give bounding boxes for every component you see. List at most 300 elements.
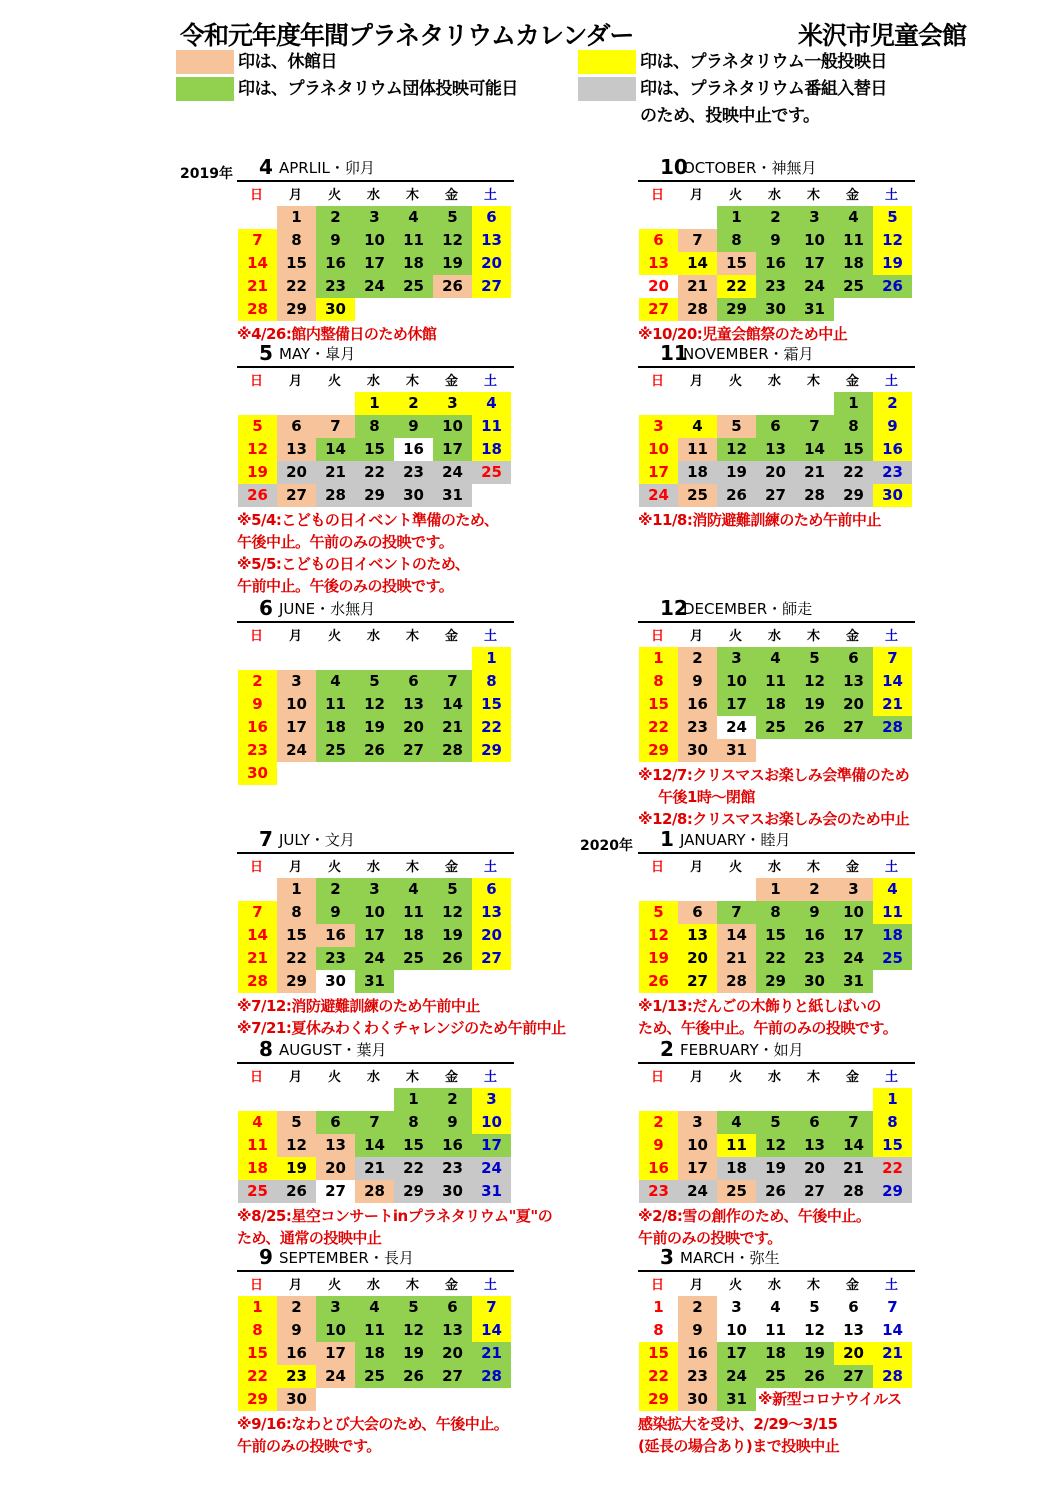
day-cell: 23	[639, 1180, 678, 1203]
day-cell: 14	[678, 252, 717, 275]
day-cell: 2	[238, 670, 277, 693]
month-note: ※12/7:クリスマスお楽しみ会準備のため	[638, 766, 910, 784]
day-cell: 16	[873, 438, 912, 461]
month-name: MAY・皐月	[279, 345, 356, 363]
day-cell: 11	[238, 1134, 277, 1157]
day-cell: 14	[882, 1321, 903, 1339]
day-cell: 4	[770, 1298, 781, 1316]
month-name: MARCH・弥生	[680, 1249, 780, 1267]
weekday-header: 木	[806, 1070, 820, 1085]
day-cell: 7	[873, 647, 912, 670]
day-cell: 18	[394, 924, 433, 947]
day-cell: 30	[756, 298, 795, 321]
weekday-header: 月	[689, 629, 703, 644]
legend-text-group: 印は、プラネタリウム団体投映可能日	[238, 79, 518, 99]
month-header	[638, 1245, 915, 1272]
weekday-header: 土	[884, 374, 898, 389]
weekday-header: 月	[689, 1070, 703, 1085]
weekday-header: 水	[366, 188, 380, 203]
day-cell: 24	[726, 718, 747, 736]
day-cell: 28	[355, 1180, 394, 1203]
day-cell: 31	[472, 1180, 511, 1203]
day-cell: 16	[238, 716, 277, 739]
day-cell: 13	[834, 670, 873, 693]
day-cell: 15	[277, 252, 316, 275]
day-cell: 26	[639, 970, 678, 993]
day-cell: 14	[795, 438, 834, 461]
day-cell: 26	[873, 275, 912, 298]
day-cell: 25	[678, 484, 717, 507]
day-cell: 9	[678, 670, 717, 693]
day-cell: 4	[717, 1111, 756, 1134]
day-cell: 14	[717, 924, 756, 947]
day-cell: 23	[394, 461, 433, 484]
month-note: ※7/12:消防避難訓練のため午前中止	[237, 997, 480, 1015]
day-cell: 17	[717, 1342, 756, 1365]
day-cell: 8	[394, 1111, 433, 1134]
weekday-header: 金	[444, 1070, 458, 1085]
day-cell: 23	[316, 947, 355, 970]
month-header	[638, 155, 915, 182]
day-cell: 12	[277, 1134, 316, 1157]
day-cell: 27	[834, 716, 873, 739]
year-label-2020: 2020年	[580, 838, 633, 854]
day-cell: 3	[731, 1298, 742, 1316]
month-note: (延長の場合あり)まで投映中止	[638, 1437, 840, 1455]
day-cell: 18	[472, 438, 511, 461]
weekday-header: 水	[767, 629, 781, 644]
day-cell: 13	[756, 438, 795, 461]
day-cell: 30	[277, 1388, 316, 1411]
weekday-header: 月	[689, 374, 703, 389]
legend-swatch-closed	[176, 50, 234, 74]
weekday-header: 日	[650, 188, 664, 203]
day-cell: 22	[238, 1365, 277, 1388]
day-cell: 29	[394, 1180, 433, 1203]
day-cell: 5	[873, 206, 912, 229]
day-cell: 12	[394, 1319, 433, 1342]
weekday-header: 水	[366, 374, 380, 389]
weekday-header: 水	[366, 1070, 380, 1085]
day-cell: 17	[472, 1134, 511, 1157]
day-cell: 23	[277, 1365, 316, 1388]
weekday-header: 日	[650, 629, 664, 644]
legend-swatch-general	[578, 50, 636, 74]
month-note: ※1/13:だんごの木飾りと紙しばいの	[638, 997, 881, 1015]
day-cell: 2	[277, 1296, 316, 1319]
weekday-header: 木	[405, 860, 419, 875]
weekday-header: 金	[845, 374, 859, 389]
day-cell: 11	[316, 693, 355, 716]
month-number: 6	[259, 596, 273, 620]
day-cell: 13	[433, 1319, 472, 1342]
day-cell: 28	[238, 970, 277, 993]
day-cell: 5	[795, 647, 834, 670]
day-cell: 24	[355, 275, 394, 298]
day-cell: 8	[238, 1319, 277, 1342]
day-cell: 19	[433, 924, 472, 947]
page-title: 令和元年度年間プラネタリウムカレンダー	[180, 21, 634, 50]
day-cell: 13	[472, 901, 511, 924]
day-cell: 1	[277, 206, 316, 229]
weekday-header: 日	[249, 629, 263, 644]
weekday-header: 木	[405, 188, 419, 203]
day-cell: 3	[355, 206, 394, 229]
day-cell: 10	[316, 1319, 355, 1342]
weekday-header: 金	[845, 860, 859, 875]
day-cell: 24	[355, 947, 394, 970]
day-cell: 23	[795, 947, 834, 970]
month-name: JULY・文月	[279, 831, 355, 849]
day-cell: 15	[277, 924, 316, 947]
day-cell: 16	[316, 924, 355, 947]
day-cell: 6	[756, 415, 795, 438]
day-cell: 2	[795, 878, 834, 901]
day-cell: 16	[277, 1342, 316, 1365]
day-cell: 11	[394, 901, 433, 924]
day-cell: 19	[277, 1157, 316, 1180]
day-cell: 18	[394, 252, 433, 275]
weekday-header: 月	[689, 860, 703, 875]
day-cell: 19	[756, 1157, 795, 1180]
month-name: FEBRUARY・如月	[680, 1041, 804, 1059]
month-number: 8	[259, 1037, 273, 1061]
day-cell: 5	[756, 1111, 795, 1134]
day-cell: 10	[355, 229, 394, 252]
month-note: ※5/4:こどもの日イベント準備のため、	[237, 511, 499, 529]
day-cell: 7	[355, 1111, 394, 1134]
day-cell: 11	[873, 901, 912, 924]
weekday-header: 木	[806, 374, 820, 389]
day-cell: 31	[717, 1388, 756, 1411]
day-cell: 26	[433, 947, 472, 970]
day-cell: 21	[795, 461, 834, 484]
weekday-header: 火	[728, 188, 742, 203]
day-cell: 28	[834, 1180, 873, 1203]
day-cell: 4	[238, 1111, 277, 1134]
day-cell: 22	[717, 275, 756, 298]
weekday-header: 月	[689, 1278, 703, 1293]
day-cell: 18	[834, 252, 873, 275]
day-cell: 18	[678, 461, 717, 484]
weekday-header: 木	[806, 629, 820, 644]
weekday-header: 月	[288, 374, 302, 389]
day-cell: 16	[678, 693, 717, 716]
day-cell: 10	[678, 1134, 717, 1157]
weekday-header: 月	[288, 188, 302, 203]
month-name: NOVEMBER・霜月	[683, 345, 814, 363]
weekday-header: 水	[767, 188, 781, 203]
weekday-header: 火	[327, 188, 341, 203]
day-cell: 8	[277, 229, 316, 252]
day-cell: 12	[804, 1321, 825, 1339]
day-cell: 9	[316, 229, 355, 252]
day-cell: 15	[639, 693, 678, 716]
month-note: 午前のみの投映です。	[237, 1437, 381, 1455]
day-cell: 21	[238, 275, 277, 298]
day-cell: 15	[756, 924, 795, 947]
weekday-header: 木	[806, 860, 820, 875]
day-cell: 3	[834, 878, 873, 901]
day-cell: 13	[678, 924, 717, 947]
day-cell: 6	[639, 229, 678, 252]
day-cell: 20	[678, 947, 717, 970]
organization-name: 米沢市児童会館	[798, 21, 967, 50]
month-header	[638, 827, 915, 854]
month-note: 午後中止。午前のみの投映です。	[237, 533, 454, 551]
day-cell: 30	[795, 970, 834, 993]
day-cell: 6	[678, 901, 717, 924]
legend-swatch-program-change	[578, 77, 636, 101]
day-cell: 6	[472, 878, 511, 901]
day-cell: 13	[843, 1321, 864, 1339]
month-number: 5	[259, 341, 273, 365]
day-cell: 22	[277, 275, 316, 298]
day-cell: 25	[873, 947, 912, 970]
day-cell: 1	[653, 1298, 664, 1316]
weekday-header: 火	[327, 1278, 341, 1293]
day-cell: 17	[355, 924, 394, 947]
day-cell: 18	[873, 924, 912, 947]
day-cell: 2	[639, 1111, 678, 1134]
weekday-header: 金	[845, 1278, 859, 1293]
day-cell: 28	[472, 1365, 511, 1388]
legend-text-program-change-2: のため、投映中止です。	[640, 106, 820, 126]
day-cell: 3	[433, 392, 472, 415]
day-cell: 22	[834, 461, 873, 484]
day-cell: 18	[316, 716, 355, 739]
day-cell: 14	[355, 1134, 394, 1157]
day-cell: 9	[639, 1134, 678, 1157]
day-cell: 29	[277, 298, 316, 321]
day-cell: 19	[433, 252, 472, 275]
day-cell: 2	[433, 1088, 472, 1111]
day-cell: 12	[717, 438, 756, 461]
weekday-header: 木	[405, 629, 419, 644]
day-cell: 23	[873, 461, 912, 484]
day-cell: 2	[873, 392, 912, 415]
day-cell: 25	[394, 947, 433, 970]
day-cell: 10	[472, 1111, 511, 1134]
day-cell: 7	[717, 901, 756, 924]
day-cell: 4	[873, 878, 912, 901]
day-cell: 21	[678, 275, 717, 298]
day-cell: 2	[316, 206, 355, 229]
day-cell: 24	[316, 1365, 355, 1388]
day-cell: 15	[355, 438, 394, 461]
day-cell: 27	[472, 275, 511, 298]
day-cell: 30	[238, 762, 277, 785]
day-cell: 30	[316, 298, 355, 321]
day-cell: 17	[639, 461, 678, 484]
weekday-header: 日	[249, 188, 263, 203]
day-cell: 12	[873, 229, 912, 252]
day-cell: 4	[472, 392, 511, 415]
weekday-header: 水	[767, 1070, 781, 1085]
day-cell: 17	[834, 924, 873, 947]
day-cell: 25	[355, 1365, 394, 1388]
weekday-header: 土	[483, 374, 497, 389]
day-cell: 3	[795, 206, 834, 229]
day-cell: 20	[316, 1157, 355, 1180]
day-cell: 25	[394, 275, 433, 298]
day-cell: 11	[765, 1321, 786, 1339]
day-cell: 14	[834, 1134, 873, 1157]
day-cell: 19	[639, 947, 678, 970]
day-cell: 9	[394, 415, 433, 438]
day-cell: 4	[316, 670, 355, 693]
day-cell: 18	[756, 1342, 795, 1365]
day-cell: 8	[873, 1111, 912, 1134]
day-cell: 21	[355, 1157, 394, 1180]
month-number: 4	[259, 155, 273, 179]
day-cell: 10	[834, 901, 873, 924]
month-note: ※10/20:児童会館祭のため中止	[638, 325, 848, 343]
day-cell: 20	[756, 461, 795, 484]
day-cell: 16	[316, 252, 355, 275]
day-cell: 16	[678, 1342, 717, 1365]
month-note: ※12/8:クリスマスお楽しみ会のため中止	[638, 810, 910, 828]
day-cell: 24	[717, 1365, 756, 1388]
day-cell: 18	[355, 1342, 394, 1365]
day-cell: 18	[756, 693, 795, 716]
day-cell: 31	[355, 970, 394, 993]
day-cell: 22	[639, 1365, 678, 1388]
weekday-header: 日	[650, 1278, 664, 1293]
month-note: 午前中止。午後のみの投映です。	[237, 577, 454, 595]
day-cell: 17	[355, 252, 394, 275]
day-cell: 4	[355, 1296, 394, 1319]
day-cell: 2	[316, 878, 355, 901]
day-cell: 14	[316, 438, 355, 461]
day-cell: 13	[394, 693, 433, 716]
day-cell: 10	[717, 670, 756, 693]
day-cell: 9	[433, 1111, 472, 1134]
day-cell: 5	[355, 670, 394, 693]
day-cell: 26	[277, 1180, 316, 1203]
day-cell: 20	[834, 1342, 873, 1365]
day-cell: 30	[678, 1388, 717, 1411]
weekday-header: 金	[444, 1278, 458, 1293]
weekday-header: 水	[366, 1278, 380, 1293]
day-cell: 27	[433, 1365, 472, 1388]
month-header	[237, 596, 514, 623]
day-cell: 22	[873, 1157, 912, 1180]
day-cell: 3	[355, 878, 394, 901]
day-cell: 5	[394, 1296, 433, 1319]
day-cell: 6	[316, 1111, 355, 1134]
month-number: 3	[660, 1245, 674, 1269]
day-cell: 28	[238, 298, 277, 321]
day-cell: 29	[873, 1180, 912, 1203]
weekday-header: 火	[327, 1070, 341, 1085]
day-cell: 24	[472, 1157, 511, 1180]
weekday-header: 火	[327, 629, 341, 644]
day-cell: 25	[316, 739, 355, 762]
day-cell: 17	[678, 1157, 717, 1180]
day-cell: 8	[653, 1321, 664, 1339]
day-cell: 1	[355, 392, 394, 415]
weekday-header: 土	[884, 629, 898, 644]
day-cell: 1	[873, 1088, 912, 1111]
day-cell: 17	[277, 716, 316, 739]
day-cell: 21	[472, 1342, 511, 1365]
day-cell: 3	[678, 1111, 717, 1134]
day-cell: 24	[834, 947, 873, 970]
day-cell: 11	[834, 229, 873, 252]
day-cell: 7	[472, 1296, 511, 1319]
month-number: 10	[660, 155, 688, 179]
day-cell: 28	[717, 970, 756, 993]
weekday-header: 土	[483, 188, 497, 203]
day-cell: 9	[795, 901, 834, 924]
weekday-header: 金	[444, 374, 458, 389]
day-cell: 19	[394, 1342, 433, 1365]
weekday-header: 土	[884, 860, 898, 875]
day-cell: 1	[394, 1088, 433, 1111]
day-cell: 25	[756, 1365, 795, 1388]
day-cell: 26	[717, 484, 756, 507]
day-cell: 3	[472, 1088, 511, 1111]
day-cell: 6	[277, 415, 316, 438]
day-cell: 20	[795, 1157, 834, 1180]
day-cell: 28	[873, 1365, 912, 1388]
day-cell: 26	[795, 716, 834, 739]
day-cell: 25	[756, 716, 795, 739]
day-cell: 12	[433, 229, 472, 252]
day-cell: 20	[472, 924, 511, 947]
day-cell: 10	[277, 693, 316, 716]
day-cell: 5	[433, 878, 472, 901]
weekday-header: 火	[327, 860, 341, 875]
day-cell: 20	[433, 1342, 472, 1365]
day-cell: 29	[834, 484, 873, 507]
month-header	[237, 1037, 514, 1064]
day-cell: 21	[433, 716, 472, 739]
day-cell: 6	[394, 670, 433, 693]
day-cell: 24	[277, 739, 316, 762]
day-cell: 27	[756, 484, 795, 507]
day-cell: 12	[756, 1134, 795, 1157]
day-cell: 13	[316, 1134, 355, 1157]
day-cell: 26	[756, 1180, 795, 1203]
day-cell: 26	[433, 275, 472, 298]
day-cell: 26	[394, 1365, 433, 1388]
month-header	[237, 1245, 514, 1272]
day-cell: 13	[639, 252, 678, 275]
day-cell: 28	[678, 298, 717, 321]
day-cell: 21	[717, 947, 756, 970]
month-note: ため、午後中止。午前のみの投映です。	[638, 1019, 898, 1037]
day-cell: 13	[795, 1134, 834, 1157]
day-cell: 7	[316, 415, 355, 438]
day-cell: 8	[639, 670, 678, 693]
day-cell: 12	[433, 901, 472, 924]
month-number: 11	[660, 341, 688, 365]
day-cell: 10	[639, 438, 678, 461]
weekday-header: 日	[249, 1278, 263, 1293]
day-cell: 21	[238, 947, 277, 970]
day-cell: 14	[873, 670, 912, 693]
month-name: OCTOBER・神無月	[683, 159, 817, 177]
day-cell: 1	[277, 878, 316, 901]
day-cell: 19	[795, 1342, 834, 1365]
month-number: 12	[660, 596, 688, 620]
day-cell: 5	[433, 206, 472, 229]
legend-text-closed: 印は、休館日	[238, 52, 337, 72]
weekday-header: 木	[806, 1278, 820, 1293]
month-note: ※11/8:消防避難訓練のため午前中止	[638, 511, 881, 529]
